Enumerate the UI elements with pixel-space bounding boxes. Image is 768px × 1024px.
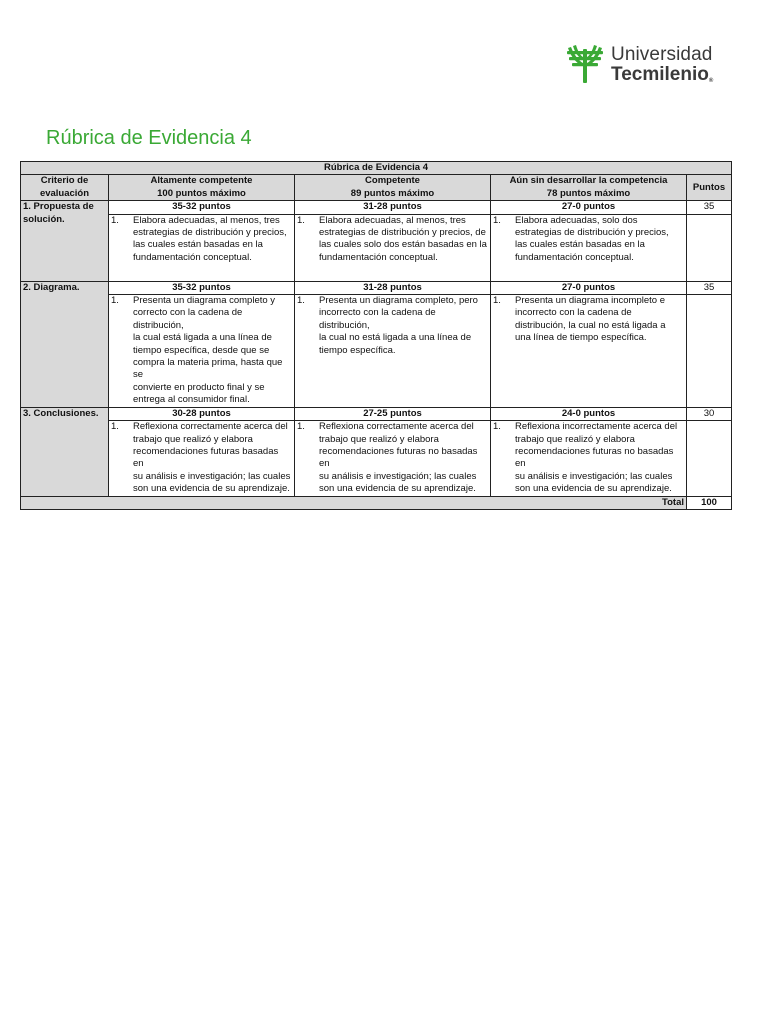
- item-number: 1.: [111, 295, 119, 307]
- header-criterion: Criterio de evaluación: [21, 175, 109, 201]
- points-range: 30-28 puntos: [109, 407, 295, 420]
- points-range: 31-28 puntos: [295, 281, 491, 294]
- rubric-row: [21, 407, 732, 420]
- points-range: 31-28 puntos: [295, 201, 491, 214]
- descriptor-cell: [491, 421, 687, 496]
- criterion-points: 35: [687, 201, 732, 214]
- descriptor-item: [297, 421, 488, 495]
- header-points: Puntos: [687, 175, 732, 201]
- descriptor-cell: [295, 295, 491, 408]
- item-number: 1.: [493, 295, 501, 307]
- descriptor-cell: [109, 214, 295, 281]
- descriptor-text: Reflexiona incorrectamente acerca del trabajo que realizó y elabora recomendaciones futuras no basadas en su análisis e investigación; las cuales son una evidencia de su aprendizaje.: [515, 421, 678, 495]
- descriptor-text: Reflexiona correctamente acerca del trabajo que realizó y elabora recomendaciones futuras no basadas en su análisis e investigación; las cuales son una evidencia de su aprendizaje.: [319, 421, 478, 495]
- rubric-row: [21, 281, 732, 294]
- rubric-description-row: [21, 295, 732, 408]
- rubric-description-row: [21, 214, 732, 281]
- item-number: 1.: [111, 214, 119, 226]
- points-range: 27-0 puntos: [491, 281, 687, 294]
- points-range: 35-32 puntos: [109, 201, 295, 214]
- descriptor-text: Presenta un diagrama completo, pero incorrecto con la cadena de distribución, la cual no está ligada a una línea de tiempo específica.: [319, 295, 478, 356]
- descriptor-item: [493, 295, 684, 345]
- item-number: 1.: [111, 421, 119, 433]
- criterion-cell: 3. Conclusiones.: [21, 407, 109, 496]
- descriptor-item: [111, 421, 292, 495]
- descriptor-cell: [491, 295, 687, 408]
- empty-points-cell: [687, 421, 732, 496]
- table-caption: Rúbrica de Evidencia 4: [21, 162, 732, 175]
- header-level-high: Altamente competente 100 puntos máximo: [109, 175, 295, 201]
- descriptor-text: Presenta un diagrama incompleto e incorrecto con la cadena de distribución, la cual no está ligada a una línea de tiempo específica.: [515, 295, 666, 344]
- descriptor-item: [111, 215, 292, 265]
- descriptor-cell: [491, 214, 687, 281]
- descriptor-text: Elabora adecuadas, al menos, tres estrategias de distribución y precios, de las cuales solo dos están basadas en la fundamentación conceptual.: [319, 214, 487, 263]
- descriptor-cell: [109, 295, 295, 408]
- logo-text-tecmilenio: Tecmilenio®: [611, 63, 714, 85]
- descriptor-cell: [295, 421, 491, 496]
- document-title: Rúbrica de Evidencia 4: [46, 127, 252, 149]
- empty-points-cell: [687, 214, 732, 281]
- descriptor-text: Elabora adecuadas, solo dos estrategias de distribución y precios, las cuales están basadas en la fundamentación conceptual.: [515, 214, 669, 263]
- descriptor-item: [297, 295, 488, 357]
- logo-text-universidad: Universidad: [611, 43, 713, 65]
- item-number: 1.: [493, 421, 501, 433]
- criterion-points: 30: [687, 407, 732, 420]
- criterion-cell: 1. Propuesta de solución.: [21, 201, 109, 281]
- descriptor-text: Reflexiona correctamente acerca del trabajo que realizó y elabora recomendaciones futuras basadas en su análisis e investigación; las cuales son una evidencia de su aprendizaje.: [133, 421, 291, 495]
- total-label: Total: [21, 496, 687, 509]
- points-range: 24-0 puntos: [491, 407, 687, 420]
- descriptor-item: [493, 421, 684, 495]
- header-level-developing: Aún sin desarrollar la competencia 78 puntos máximo: [491, 175, 687, 201]
- empty-points-cell: [687, 295, 732, 408]
- descriptor-item: [111, 295, 292, 407]
- total-value: 100: [687, 496, 732, 509]
- criterion-cell: 2. Diagrama.: [21, 281, 109, 407]
- tecmilenio-leaf-icon: [565, 43, 605, 85]
- total-row: [21, 496, 732, 509]
- item-number: 1.: [297, 421, 305, 433]
- descriptor-text: Elabora adecuadas, al menos, tres estrategias de distribución y precios, las cuales están basadas en la fundamentación conceptual.: [133, 214, 287, 263]
- descriptor-text: Presenta un diagrama completo y correcto con la cadena de distribución, la cual está ligada a una línea de tiempo específica, desde que se compra la materia prima, hasta que se convierte en producto final y se entrega al consumidor final.: [133, 295, 283, 406]
- item-number: 1.: [297, 214, 305, 226]
- descriptor-item: [297, 215, 488, 265]
- points-range: 27-0 puntos: [491, 201, 687, 214]
- points-range: 27-25 puntos: [295, 407, 491, 420]
- descriptor-item: [493, 215, 684, 265]
- university-logo: [565, 42, 713, 86]
- rubric-row: [21, 201, 732, 214]
- descriptor-cell: [109, 421, 295, 496]
- item-number: 1.: [297, 295, 305, 307]
- item-number: 1.: [493, 214, 501, 226]
- header-level-competent: Competente 89 puntos máximo: [295, 175, 491, 201]
- rubric-description-row: [21, 421, 732, 496]
- points-range: 35-32 puntos: [109, 281, 295, 294]
- criterion-points: 35: [687, 281, 732, 294]
- rubric-table: [20, 161, 732, 510]
- descriptor-cell: [295, 214, 491, 281]
